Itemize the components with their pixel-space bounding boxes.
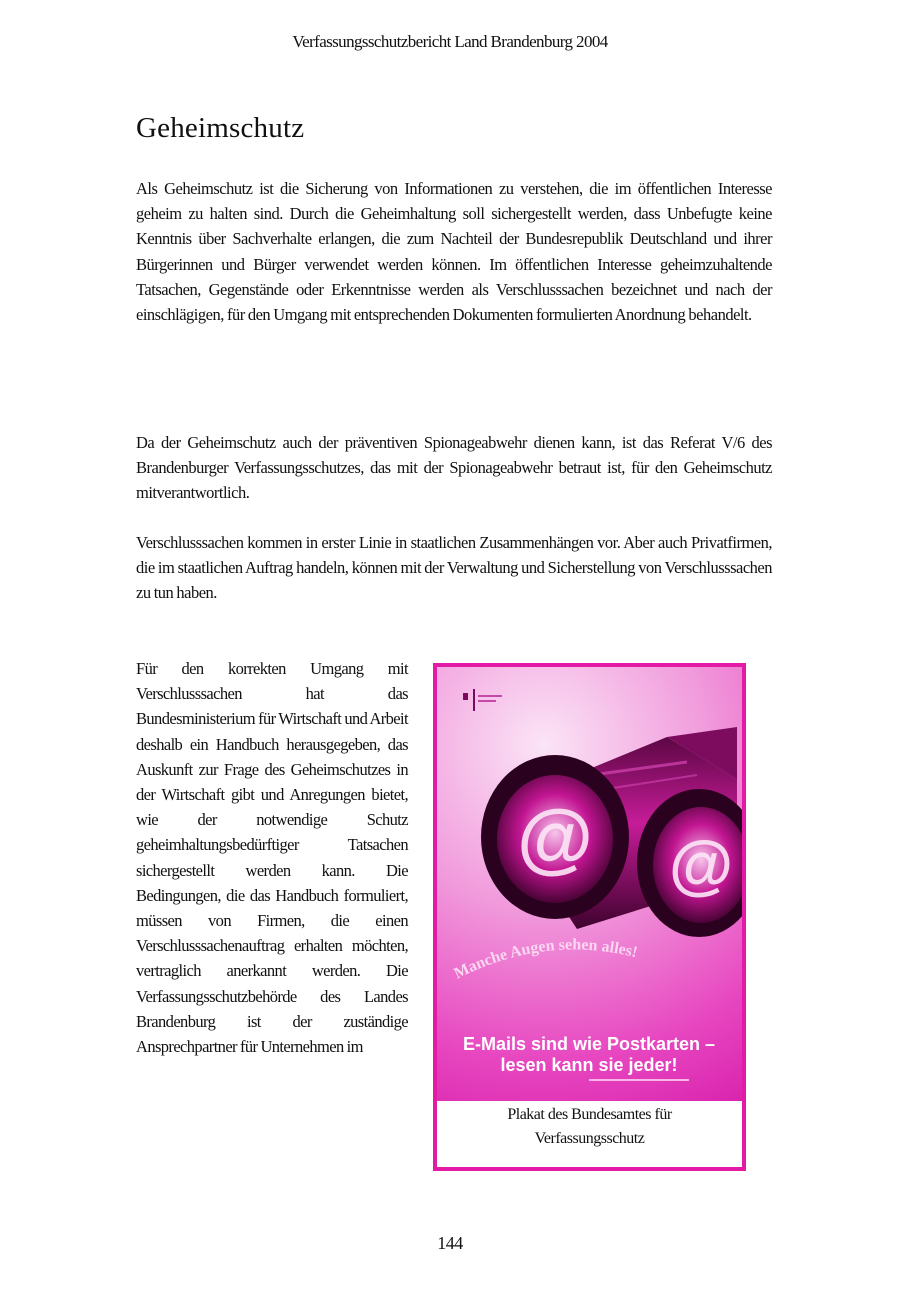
poster-headline-line2: lesen kann sie jeder! xyxy=(500,1055,678,1075)
caption-line-2: Verfassungsschutz xyxy=(534,1130,645,1147)
paragraph-classified-context: Verschlusssachen kommen in erster Linie in staatlichen Zusammenhängen vor. Aber auch Privatfirmen, die im staatlichen Auftrag handeln, können mit der Verwaltung und Sicherstellung von Verschlusssachen zu tun haben. xyxy=(136,533,772,603)
poster-headline-line1: E-Mails sind wie Postkarten – xyxy=(462,1034,716,1054)
paragraph-handbook: Für den korrekten Umgang mit Verschlusssachen hat das Bundesministerium für Wirtschaft und Arbeit deshalb ein Handbuch herausgegeben, das Auskunft zur Frage des Geheimschutzes in der Wirtschaft gibt und Anregungen bietet, wie der notwendige Schutz geheimhaltungsbedürftiger Tatsachen sichergestellt werden kann. Die Bedingungen, die das Handbuch formuliert, müssen von Firmen, die einen Verschlusssachenauftrag erhalten möchten, vertraglich anerkannt werden. Die Verfassungsschutzbehörde des Landes Brandenburg ist der zuständige Ansprechpartner für Unternehmen im xyxy=(136,659,408,1057)
section-title: Geheimschutz xyxy=(136,112,305,144)
poster-caption xyxy=(437,1103,742,1151)
poster-image xyxy=(437,667,742,1101)
right-at-symbol: @ xyxy=(668,827,734,901)
poster-slogan: Manche Augen sehen alles! xyxy=(451,936,640,983)
left-lens xyxy=(481,755,629,919)
poster-figure xyxy=(433,663,746,1171)
left-at-symbol: @ xyxy=(516,793,594,881)
binoculars-illustration xyxy=(437,667,742,1101)
paragraph-responsibility: Da der Geheimschutz auch der präventiven Spionageabwehr dienen kann, ist das Referat V/6 des Brandenburger Verfassungsschutzes, das mit der Spionageabwehr betraut ist, für den Geheimschutz mitverantwortlich. xyxy=(136,433,772,503)
poster-fine-print-line xyxy=(589,1079,689,1081)
federal-eagle-logo xyxy=(463,689,502,711)
paragraph-definition: Als Geheimschutz ist die Sicherung von Informationen zu verstehen, die im öffentlichen Interesse geheim zu halten sind. Durch die Geheimhaltung soll sichergestellt werden, dass Unbefugte keine Kenntnis über Sachverhalte erlangen, die zum Nachteil der Bundesrepublik Deutschland und ihrer Bürgerinnen und Bürger verwendet werden können. Im öffentlichen Interesse geheimzuhaltende Tatsachen, Gegenstände oder Erkenntnisse werden als Verschlusssachen bezeichnet und nach der einschlägigen, für den Umgang mit entsprechenden Dokumenten formulierten Anordnung behandelt. xyxy=(136,179,772,325)
caption-line-1: Plakat des Bundesamtes für xyxy=(507,1106,672,1123)
running-header: Verfassungsschutzbericht Land Brandenburg 2004 xyxy=(292,32,608,51)
page-number: 144 xyxy=(437,1233,463,1253)
